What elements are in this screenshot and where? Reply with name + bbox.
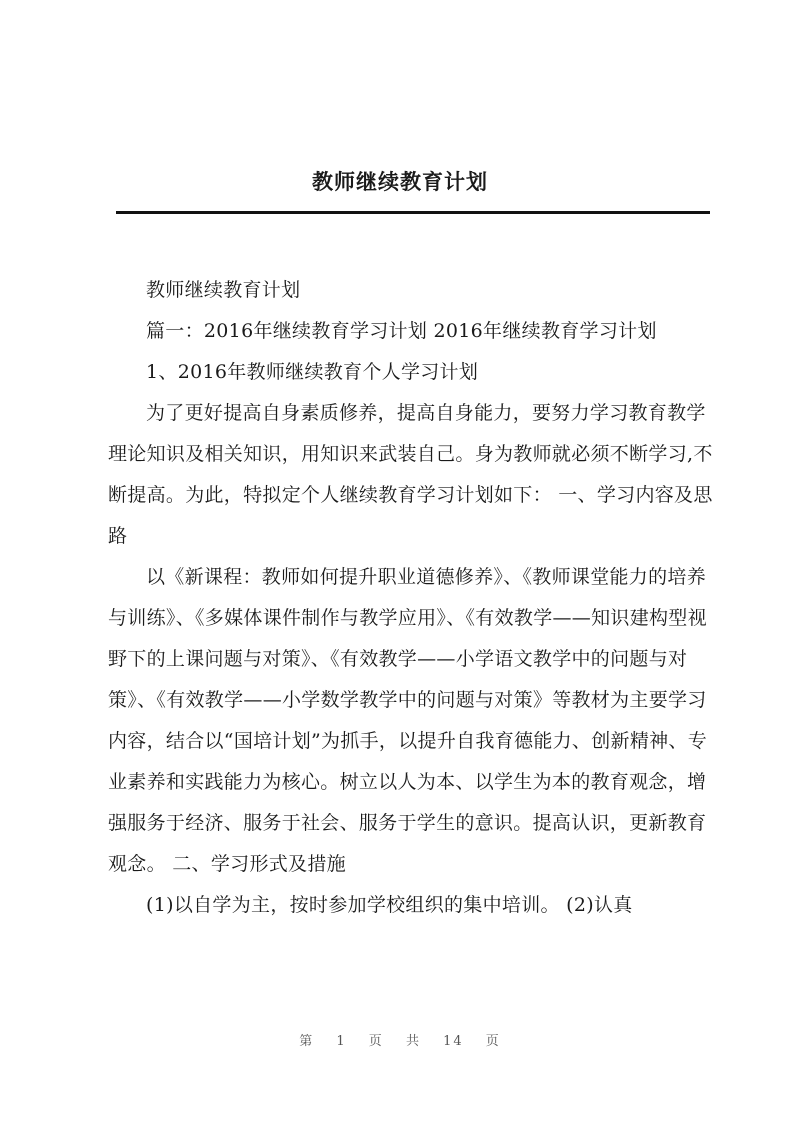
- page-footer: [0, 1030, 800, 1049]
- paragraph-subtitle: 1、2016年教师继续教育个人学习计划: [146, 361, 479, 383]
- footer-total-label: 共: [405, 1034, 421, 1049]
- title-divider: [116, 211, 710, 214]
- paragraph-heading: 教师继续教育计划: [146, 279, 301, 301]
- footer-total-unit: 页: [485, 1034, 501, 1049]
- footer-page-number: 1: [336, 1034, 347, 1049]
- paragraph-content: 以《新课程：教师如何提升职业道德修养》、《教师课堂能力的培养与训练》、《多媒体课件制作与教学应用》、《有效教学——知识建构型视野下的上课问题与对策》、《有效教学——小学语文教学中的问题与对策》、《有效教学——小学数学教学中的问题与对策》等教材为主要学习内容，结合以“国培计划”为抓手，以提升自我育德能力、创新精神、专业素养和实践能力为核心。树立以人为本、以学生为本的教育观念，增强服务于经济、服务于社会、服务于学生的意识。提高认识，更新教育观念。 二、学习形式及措施: [108, 566, 708, 875]
- footer-page-unit: 页: [368, 1034, 384, 1049]
- footer-page-label: 第: [299, 1034, 315, 1049]
- document-title: 教师继续教育计划: [312, 170, 488, 194]
- footer-total-pages: 14: [443, 1034, 464, 1049]
- paragraph-measures: (1)以自学为主，按时参加学校组织的集中培训。 (2)认真: [146, 894, 633, 916]
- document-body: [108, 270, 714, 926]
- paragraph-intro: 为了更好提高自身素质修养，提高自身能力，要努力学习教育教学理论知识及相关知识，用知识来武装自己。身为教师就必须不断学习,不断提高。为此，特拟定个人继续教育学习计划如下： 一、学习内容及思路: [108, 402, 713, 547]
- paragraph-section-title: 篇一：2016年继续教育学习计划 2016年继续教育学习计划: [146, 320, 657, 342]
